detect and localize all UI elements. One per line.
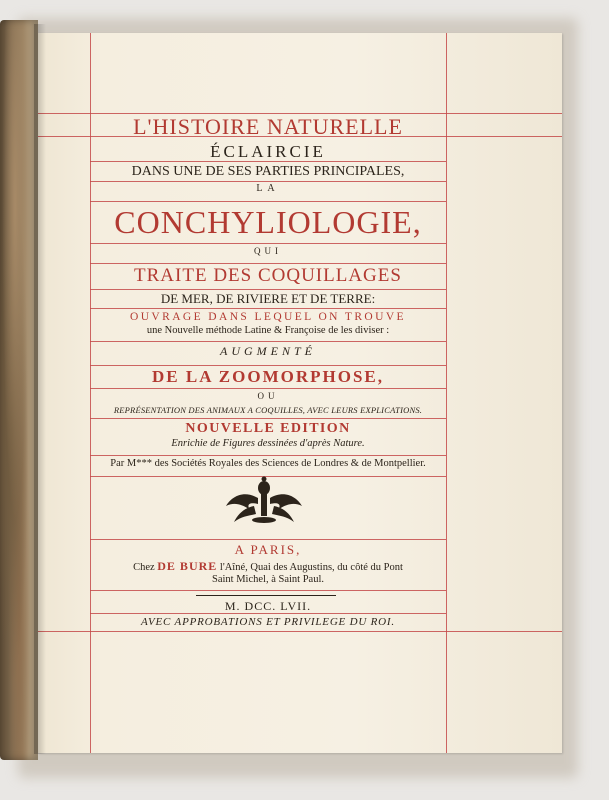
imprint-date: M. DCC. LVII. [224, 599, 312, 613]
rule-line [90, 201, 446, 202]
title-line-parties: DANS UNE DE SES PARTIES PRINCIPALES, [131, 164, 405, 179]
imprint-address-cont: Saint Michel, à Saint Paul. [212, 574, 324, 585]
imprint-privilege: AVEC APPROBATIONS ET PRIVILEGE DU ROI. [141, 616, 395, 628]
title-line-ou: OU [257, 391, 279, 401]
rule-line [90, 418, 446, 419]
title-line-conchyliologie: CONCHYLIOLOGIE, [114, 204, 422, 240]
date-rule [196, 595, 336, 596]
rule-line [90, 181, 446, 182]
rule-line [90, 590, 446, 591]
title-line-methode: une Nouvelle méthode Latine & Françoise de les diviser : [146, 325, 390, 336]
facing-plate-illustration [0, 20, 38, 760]
title-line-coquillages: TRAITE DES COQUILLAGES [134, 265, 402, 286]
title-line-figures: Enrichie de Figures dessinées d'après Nature. [171, 438, 365, 449]
rule-line [90, 455, 446, 456]
rule-line [90, 263, 446, 264]
rule-line [90, 243, 446, 244]
title-line-ouvrage: OUVRAGE DANS LEQUEL ON TROUVE [130, 311, 406, 323]
title-line-eclaircie: ÉCLAIRCIE [210, 142, 326, 161]
title-line-mer-riviere: DE MER, DE RIVIERE ET DE TERRE: [160, 291, 376, 306]
rule-line [90, 539, 446, 540]
title-line-nouvelle-edition: NOUVELLE EDITION [185, 421, 351, 436]
rule-line [38, 631, 562, 632]
printers-ornament-icon [224, 476, 304, 526]
title-line-la: LA [256, 183, 280, 194]
imprint-chez: Chez [133, 562, 155, 573]
margin-rule-right [446, 33, 447, 753]
book-gutter [34, 24, 46, 754]
title-line-histoire: L'HISTOIRE NATURELLE [133, 114, 403, 139]
title-line-qui: QUI [254, 246, 282, 256]
rule-line [90, 308, 446, 309]
rule-line [90, 365, 446, 366]
rule-line [90, 388, 446, 389]
imprint-publisher-name: DE BURE [157, 559, 218, 573]
imprint-address: l'Aîné, Quai des Augustins, du côté du Pont [219, 562, 403, 573]
imprint-city: A PARIS, [234, 542, 302, 557]
title-line-author: Par M*** des Sociétés Royales des Sciences de Londres & de Montpellier. [110, 458, 426, 469]
title-line-zoomorphose: DE LA ZOOMORPHOSE, [152, 367, 384, 386]
rule-line [90, 289, 446, 290]
title-line-augmente: AUGMENTÉ [220, 344, 316, 358]
title-line-representation: REPRÉSENTATION DES ANIMAUX A COQUILLES, AVEC LEURS EXPLICATIONS. [113, 405, 423, 415]
rule-line [90, 341, 446, 342]
title-page [38, 33, 562, 753]
imprint-publisher [90, 559, 446, 574]
